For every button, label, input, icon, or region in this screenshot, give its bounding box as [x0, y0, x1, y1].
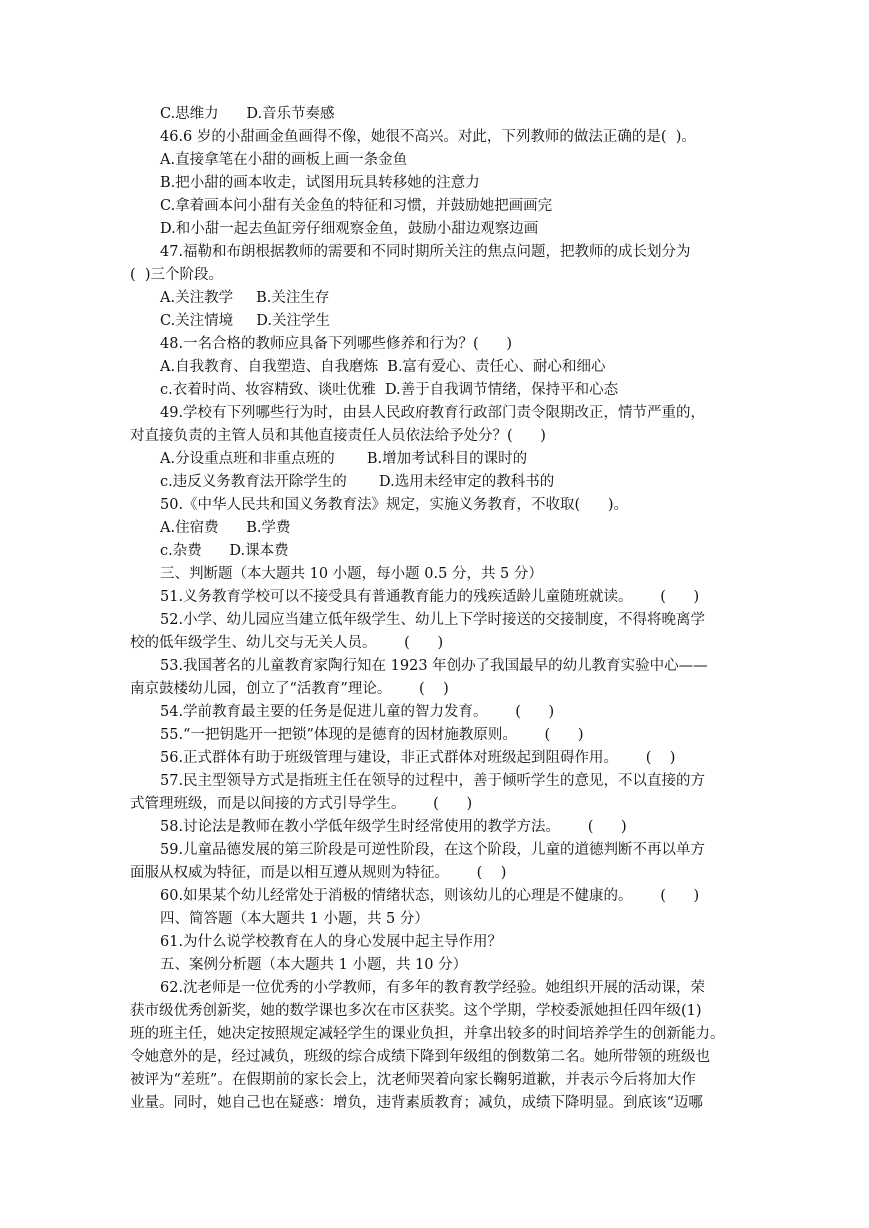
q57-line1: 57.民主型领导方式是指班主任在领导的过程中，善于倾听学生的意见，不以直接的方 [160, 773, 706, 789]
q62-line3: 班的班主任，她决定按照规定减轻学生的课业负担，并拿出较多的时间培养学生的创新能力。 [130, 1026, 725, 1042]
q62-line4: 令她意外的是，经过减负，班级的综合成绩下降到年级组的倒数第二名。她所带领的班级也 [130, 1049, 710, 1065]
q45-options-cd: C.思维力 D.音乐节奏感 [160, 106, 335, 122]
q49-options-cd: c.违反义务教育法开除学生的 D.选用未经审定的教科书的 [160, 474, 555, 490]
section-5-heading: 五、案例分析题（本大题共 1 小题，共 10 分） [160, 957, 468, 973]
q53-line1: 53.我国著名的儿童教育家陶行知在 1923 年创办了我国最早的幼儿教育实验中心—— [160, 658, 708, 674]
q54: 54.学前教育最主要的任务是促进儿童的智力发育。 ( ) [160, 704, 555, 720]
q47-stem-line2: ( )三个阶段。 [130, 267, 224, 283]
section-3-heading: 三、判断题（本大题共 10 小题，每小题 0.5 分，共 5 分） [160, 566, 543, 582]
q61: 61.为什么说学校教育在人的身心发展中起主导作用？ [160, 934, 503, 950]
q46-stem: 46.6 岁的小甜画金鱼画得不像，她很不高兴。对此，下列教师的做法正确的是( )。 [160, 129, 696, 145]
q60: 60.如果某个幼儿经常处于消极的情绪状态，则该幼儿的心理是不健康的。 ( ) [160, 888, 700, 904]
q53-line2: 南京鼓楼幼儿园，创立了“活教育”理论。 ( ) [130, 681, 449, 697]
q48-stem: 48.一名合格的教师应具备下列哪些修养和行为？( ) [160, 336, 513, 352]
q51: 51.义务教育学校可以不接受具有普通教育能力的残疾适龄儿童随班就读。 ( ) [160, 589, 700, 605]
q47-options-cd: C.关注情境 D.关注学生 [160, 313, 330, 329]
q59-line1: 59.儿童品德发展的第三阶段是可逆性阶段，在这个阶段，儿童的道德判断不再以单方 [160, 842, 706, 858]
q50-options-ab: A.住宿费 B.学费 [160, 520, 291, 536]
q55: 55.“一把钥匙开一把锁”体现的是德育的因材施教原则。 ( ) [160, 727, 584, 743]
q59-line2: 面服从权威为特征，而是以相互遵从规则为特征。 ( ) [130, 865, 507, 881]
q49-options-ab: A.分设重点班和非重点班的 B.增加考试科目的课时的 [160, 451, 528, 467]
q57-line2: 式管理班级，而是以间接的方式引导学生。 ( ) [130, 796, 473, 812]
q48-options-cd: c.衣着时尚、妆容精致、谈吐优雅 D.善于自我调节情绪，保持平和心态 [160, 382, 619, 398]
q58: 58.讨论法是教师在教小学低年级学生时经常使用的教学方法。 ( ) [160, 819, 627, 835]
q47-options-ab: A.关注教学 B.关注生存 [160, 290, 330, 306]
q56: 56.正式群体有助于班级管理与建设，非正式群体对班级起到阻碍作用。 ( ) [160, 750, 676, 766]
q46-option-b: B.把小甜的画本收走，试图用玩具转移她的注意力 [160, 175, 480, 191]
q50-stem: 50.《中华人民共和国义务教育法》规定，实施义务教育，不收取( )。 [160, 497, 629, 513]
q48-options-ab: A.自我教育、自我塑造、自我磨炼 B.富有爱心、责任心、耐心和细心 [160, 359, 606, 375]
q62-line1: 62.沈老师是一位优秀的小学教师，有多年的教育教学经验。她组织开展的活动课，荣 [160, 980, 706, 996]
q49-stem-line1: 49.学校有下列哪些行为时，由县人民政府教育行政部门责令限期改正，情节严重的， [160, 405, 706, 421]
q47-stem-line1: 47.福勒和布朗根据教师的需要和不同时期所关注的焦点问题，把教师的成长划分为 [160, 244, 691, 260]
q62-line2: 获市级优秀创新奖，她的数学课也多次在市区获奖。这个学期，学校委派她担任四年级(1) [130, 1003, 702, 1019]
q50-options-cd: c.杂费 D.课本费 [160, 543, 289, 559]
section-4-heading: 四、简答题（本大题共 1 小题，共 5 分） [160, 911, 429, 927]
q62-line6: 业量。同时，她自己也在疑惑：增负，违背素质教育；减负，成绩下降明显。到底该“迈哪 [130, 1095, 703, 1111]
q46-option-a: A.直接拿笔在小甜的画板上画一条金鱼 [160, 152, 408, 168]
q52-line2: 校的低年级学生、幼儿交与无关人员。 ( ) [130, 635, 444, 651]
q52-line1: 52.小学、幼儿园应当建立低年级学生、幼儿上下学时接送的交接制度，不得将晚离学 [160, 612, 706, 628]
q49-stem-line2: 对直接负责的主管人员和其他直接责任人员依法给予处分？( ) [130, 428, 546, 444]
q62-line5: 被评为“差班”。在假期前的家长会上，沈老师哭着向家长鞠躬道歉，并表示今后将加大作 [130, 1072, 696, 1088]
q46-option-d: D.和小甜一起去鱼缸旁仔细观察金鱼，鼓励小甜边观察边画 [160, 221, 539, 237]
q46-option-c: C.拿着画本问小甜有关金鱼的特征和习惯，并鼓励她把画画完 [160, 198, 553, 214]
